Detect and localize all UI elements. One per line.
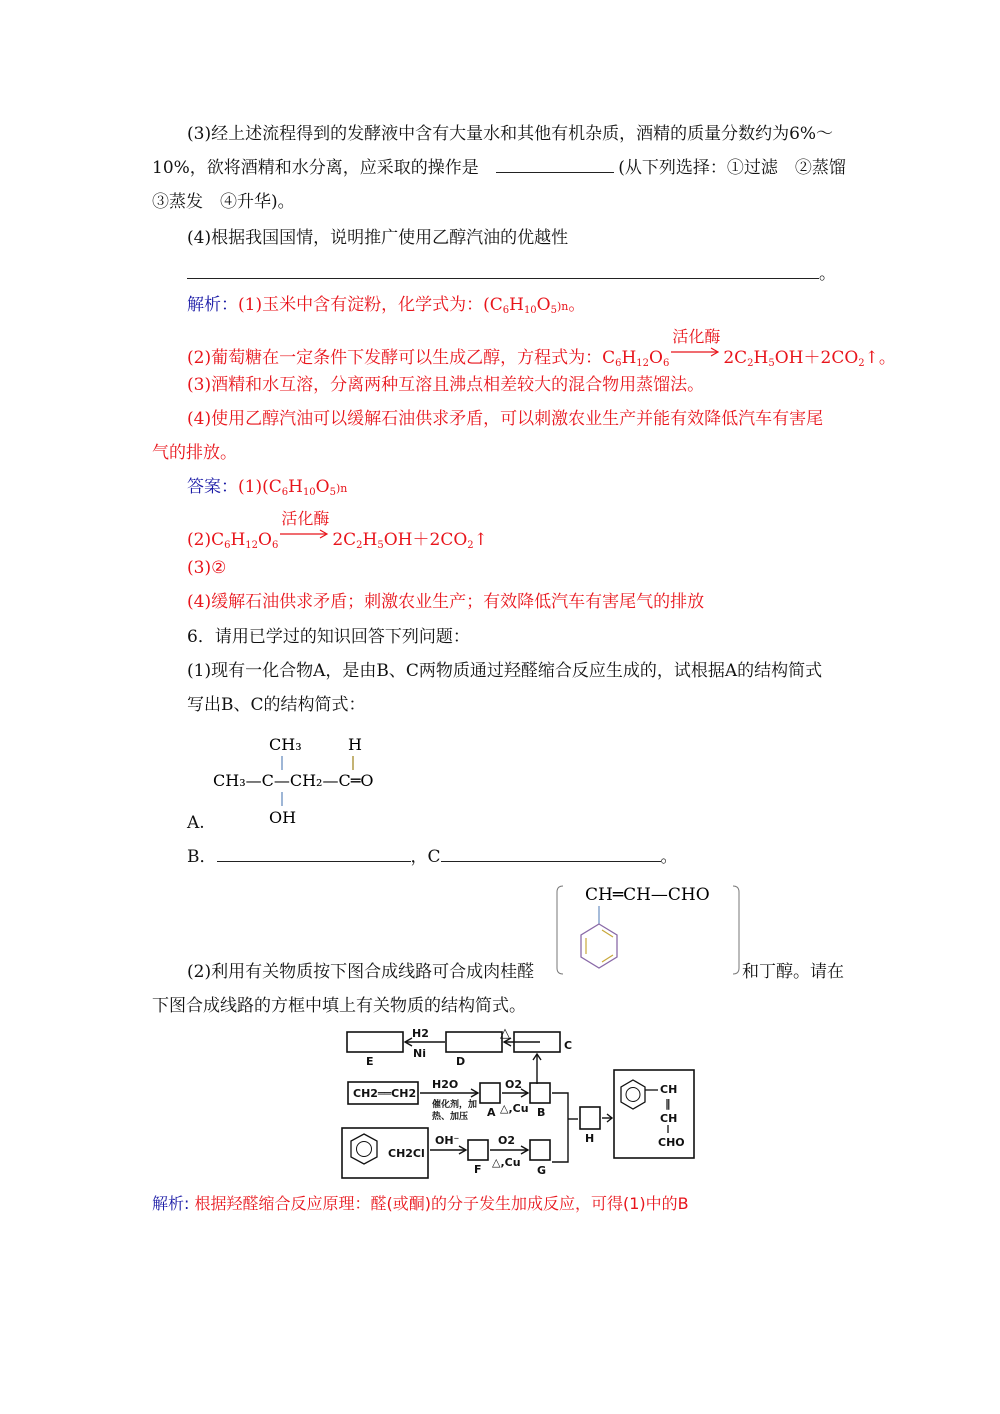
reaction-condition-answer: 活化酶 [281,509,330,528]
label-catalyst-1: 催化剂，加 [432,1100,478,1110]
answer-a1: 答案：$(1)(C_6H_{10}O_5)n$ [187,477,348,498]
b-label: B． [187,847,217,867]
analysis-p1-text: (1)玉米中含有淀粉，化学式为：$(C_6H_{10}O_5)n$。 [238,295,586,316]
answer-label: 答案： [187,477,238,497]
label-ni: Ni [413,1047,426,1060]
analysis-p3: (3)酒精和水互溶，分离两种互溶且沸点相差较大的混合物用蒸馏法。 [187,375,705,395]
label-cond-a: △,Cu [500,1102,529,1115]
q3-line2 [152,156,846,180]
synthesis-scheme [340,1026,700,1182]
q4-line1: (4)根据我国国情，说明推广使用乙醇汽油的优越性 [187,228,569,248]
analysis-p4b: 气的排放。 [152,443,237,463]
analysis-p4a: (4)使用乙醇汽油可以缓解石油供求矛盾，可以刺激农业生产并能有效降低汽车有害尾 [187,409,824,429]
label-g: G [537,1164,547,1177]
answer-blank-b[interactable] [217,847,411,862]
cinnamaldehyde-chain: CH═CH—CHO [585,885,710,905]
label-benzyl-chloride: CH2Cl [388,1147,425,1160]
q6-p1b: 写出B、C的结构简式： [187,695,366,715]
label-c: C [564,1039,573,1052]
answer-blank-c[interactable] [441,847,661,862]
label-ethylene: CH2══CH2 [353,1087,417,1100]
label-h2o: H2O [432,1078,459,1091]
analysis-label: 解析： [187,295,238,315]
answer-blank-4[interactable] [187,264,819,279]
label-h2: H2 [412,1027,429,1040]
final-analysis [152,1192,689,1216]
answer-a4: (4)缓解石油供求矛盾；刺激农业生产；有效降低汽车有害尾气的排放 [187,592,705,612]
answer-a3: (3)② [187,558,227,578]
q6-title: 6．请用已学过的知识回答下列问题： [187,627,470,647]
box-f[interactable] [468,1140,488,1160]
label-h: H [585,1132,595,1145]
product-ch-2: CH [660,1112,678,1125]
box-a[interactable] [480,1083,500,1103]
product-ch-1: CH [660,1083,678,1096]
box-b[interactable] [530,1083,550,1103]
option-a-label: A. [187,813,205,833]
label-b: B [537,1106,546,1119]
reaction-arrow-answer [280,509,330,545]
bc-answer-line [187,845,678,869]
structure-main-chain: CH₃—C—CH₂—C═O [213,771,374,790]
q6-p2a-end: 和丁醇。请在 [742,962,844,982]
q6-p1a: (1)现有一化合物A，是由B、C两物质通过羟醛缩合反应生成的，试根据A的结构简式 [187,661,823,681]
label-delta: △ [500,1026,510,1041]
analysis-p1 [187,293,585,323]
box-d[interactable] [446,1032,502,1052]
product-cho: CHO [658,1136,685,1149]
final-analysis-label: 解析: [152,1194,190,1213]
product-double-bond: ‖ [665,1097,671,1110]
cinnamaldehyde-structure [555,878,745,982]
compound-a-structure [205,728,405,828]
label-catalyst-2: 热、加压 [432,1112,469,1122]
reaction-arrow [671,327,721,363]
q6-p2b: 下图合成线路的方框中填上有关物质的结构简式。 [152,996,526,1016]
q3-options: (从下列选择：①过滤 ②蒸馏 [618,158,846,178]
answer-a2: $(2)C_6H_{12}O_6$ 活化酶 $2C_2H_5OH+2CO_2↑$ [187,509,488,551]
structure-ch3-top: CH₃ [269,735,302,754]
structure-h-top: H [348,735,362,754]
final-analysis-text: 根据羟醛缩合反应原理：醛(或酮)的分子发生加成反应，可得(1)中的B [194,1194,689,1213]
label-o2-top: O2 [505,1078,523,1091]
bc-period: 。 [660,847,678,867]
label-e: E [366,1055,374,1068]
box-g[interactable] [530,1140,550,1160]
q4-period: 。 [819,264,836,284]
q3-line3: ③蒸发 ④升华)。 [152,192,295,212]
label-oh: OH⁻ [435,1134,460,1147]
analysis-p2: (2)葡萄糖在一定条件下发酵可以生成乙醇，方程式为：$C_6H_{12}O_6$ 活化酶 $2C_2H_5OH+2CO_2↑$。 [187,327,896,369]
label-cond-b: △,Cu [492,1156,521,1169]
structure-oh: OH [269,808,297,827]
label-a: A [487,1106,496,1119]
reaction-condition: 活化酶 [672,327,721,346]
q3-line2-text: 10%，欲将酒精和水分离，应采取的操作是 [152,158,479,178]
label-d: D [456,1055,466,1068]
q6-p2a: (2)利用有关物质按下图合成线路可合成肉桂醛 [187,962,535,982]
label-f: F [474,1163,482,1176]
box-h[interactable] [580,1107,600,1129]
box-e[interactable] [347,1032,403,1052]
c-label: ，C [410,847,441,867]
q3-line1: (3)经上述流程得到的发酵液中含有大量水和其他有机杂质，酒精的质量分数约为6%～ [187,124,834,144]
answer-blank-3[interactable] [496,158,614,173]
label-o2-bottom: O2 [498,1134,516,1147]
q4-line2 [187,262,836,286]
